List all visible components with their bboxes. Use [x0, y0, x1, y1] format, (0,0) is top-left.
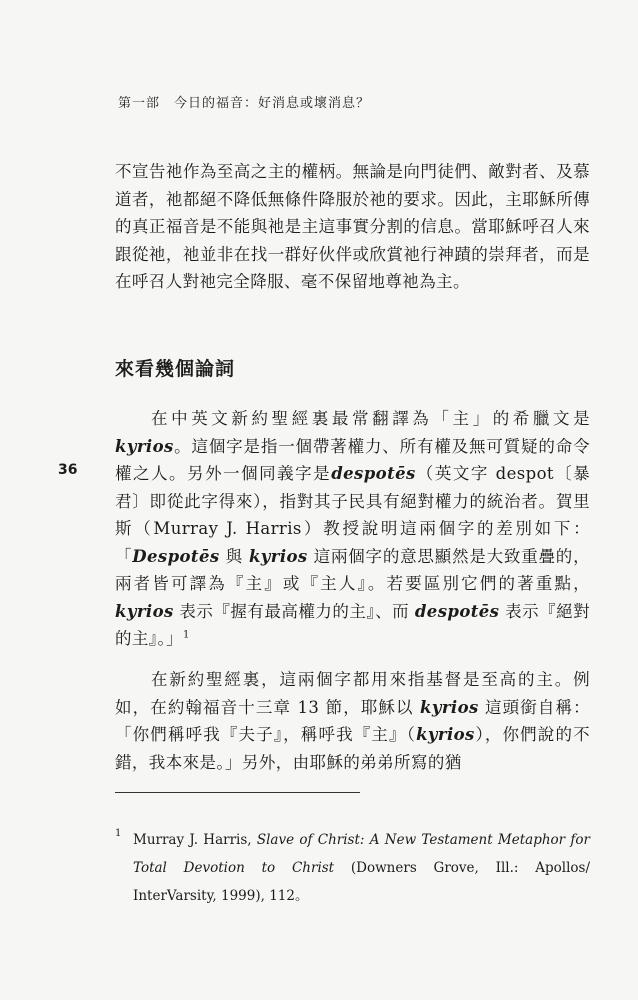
text-run: 在中英文新約聖經裏最常翻譯為「主」的希臘文是 [151, 409, 590, 428]
text-run: （英文字 despot〔暴君〕即從此字得來），指對其子民具有絕對權力的統治者。賀里斯（Murray J. Harris）教授說明這兩個字的差別如下：「 [115, 464, 590, 566]
greek-term: kyrios [115, 436, 174, 456]
text-run: 表示『絕對的主』。」 [115, 601, 590, 648]
text-run: 這兩個字的意思顯然是大致重疊的，兩者皆可譯為『主』或『主人』。若要區別它們的著重點， [115, 546, 590, 593]
greek-term: despotēs [414, 601, 500, 621]
footnote-mark: 1 [115, 828, 122, 839]
footnote-divider [115, 792, 360, 793]
greek-term: despotēs [331, 464, 416, 483]
greek-term: Despotēs [132, 546, 220, 566]
section-heading: 來看幾個論詞 [115, 358, 236, 380]
text-run: 。這個字是指一個帶著權力、所有權及無可質疑的命令權之人。另外一個同義字是 [115, 436, 590, 483]
paragraph-kyrios-definition [115, 405, 590, 653]
greek-term: kyrios [420, 697, 479, 717]
text-run: 與 [219, 546, 249, 566]
footnote-reference: 1 [183, 629, 190, 641]
text-run: ），你們說的不錯，我本來是。」另外，由耶穌的弟弟所寫的猶 [115, 725, 590, 772]
text-run: 這頭銜自稱：「你們稱呼我『夫子』，稱呼我『主』（ [115, 697, 591, 744]
footnote-author: Murray J. Harris, [133, 832, 257, 848]
footnote [115, 826, 590, 910]
page-number: 36 [58, 462, 78, 478]
footnote-publication: (Downers Grove, Ill.: Apollos/ InterVarsity, 1999), 112。 [133, 860, 590, 904]
greek-term: kyrios [416, 725, 475, 744]
text-run: 在新約聖經裏，這兩個字都用來指基督是至高的主。例如，在約翰福音十三章 13 節，耶穌以 [115, 670, 590, 717]
text-run: 表示『握有最高權力的主』、而 [173, 601, 415, 621]
greek-term: kyrios [248, 546, 308, 566]
footnote-book-title: Slave of Christ: A New Testament Metaphor for Total Devotion to Christ [133, 832, 590, 876]
paragraph-new-testament-usage [115, 666, 590, 776]
greek-term: kyrios [115, 601, 174, 621]
running-head: 第一部 今日的福音：好消息或壞消息？ [118, 96, 371, 111]
paragraph-continued: 不宣告祂作為至高之主的權柄。無論是向門徒們、敵對者、及慕道者，祂都絕不降低無條件降服於祂的要求。因此，主耶穌所傳的真正福音是不能與祂是主這事實分割的信息。當耶穌呼召人來跟從祂，祂並非在找一群好伙伴或欣賞祂行神蹟的崇拜者，而是在呼召人對祂完全降服、毫不保留地尊祂為主。 [115, 162, 590, 291]
